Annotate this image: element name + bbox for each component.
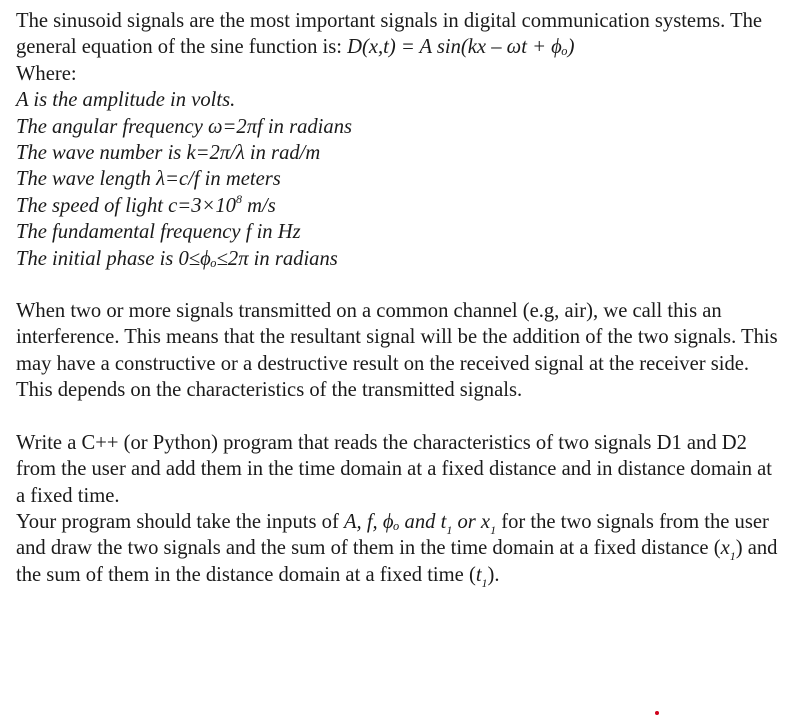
intro-text: The sinusoid signals are the most important signals in digital communication systems. The general equation of the sine function is: xyxy=(16,10,763,59)
paragraph-gap xyxy=(16,404,786,430)
interference-paragraph: When two or more signals transmitted on a common channel (e.g, air), we call this an interference. This means that the resultant signal will be the addition of the two signals. This may have a constructive or a destructive result on the received signal at the receiver side. This depends on the characteristics of the transmitted signals. xyxy=(16,300,778,402)
paragraph-gap xyxy=(16,272,786,298)
intro-paragraph xyxy=(16,8,786,87)
document-body xyxy=(16,8,786,588)
definition-amplitude: A is the amplitude in volts. xyxy=(16,89,236,112)
definition-fundamental-frequency: The fundamental frequency f in Hz xyxy=(16,221,301,244)
inputs-list: A, f, ϕₒ and t xyxy=(343,510,447,533)
task-paragraph: Write a C++ (or Python) program that reads the characteristics of two signals D1 and D2 from the user and add them in the time domain at a fixed distance and in distance domain at a fixed time. xyxy=(16,431,773,507)
definition-wave-length: The wave length λ=c/f in meters xyxy=(16,168,281,191)
definition-speed-of-light: The speed of light $c=3\times 10^8$ m/s xyxy=(16,191,276,217)
sine-equation: D(x,t) = A sin(kx – ωt + ϕₒ) xyxy=(347,36,575,59)
definition-wave-number: The wave number is k=2π/λ in rad/m xyxy=(16,142,321,165)
definition-initial-phase: The initial phase is 0≤ϕₒ≤2π in radians xyxy=(16,247,338,270)
inputs-paragraph: Your program should take the inputs of A, f, ϕₒ and $t_1$ or $x_1$ for the two signals from the user and draw the two signals and the sum of them in the time domain at a fixed distance $(x_1)$ and the sum of them in the distance domain at a fixed time $(t_1)$. xyxy=(16,510,778,590)
definition-list xyxy=(16,87,786,272)
red-dot-mark xyxy=(655,711,659,715)
definition-angular-frequency: The angular frequency ω=2πf in radians xyxy=(16,115,353,138)
exponent: 8 xyxy=(235,191,242,206)
where-label: Where: xyxy=(16,62,77,85)
